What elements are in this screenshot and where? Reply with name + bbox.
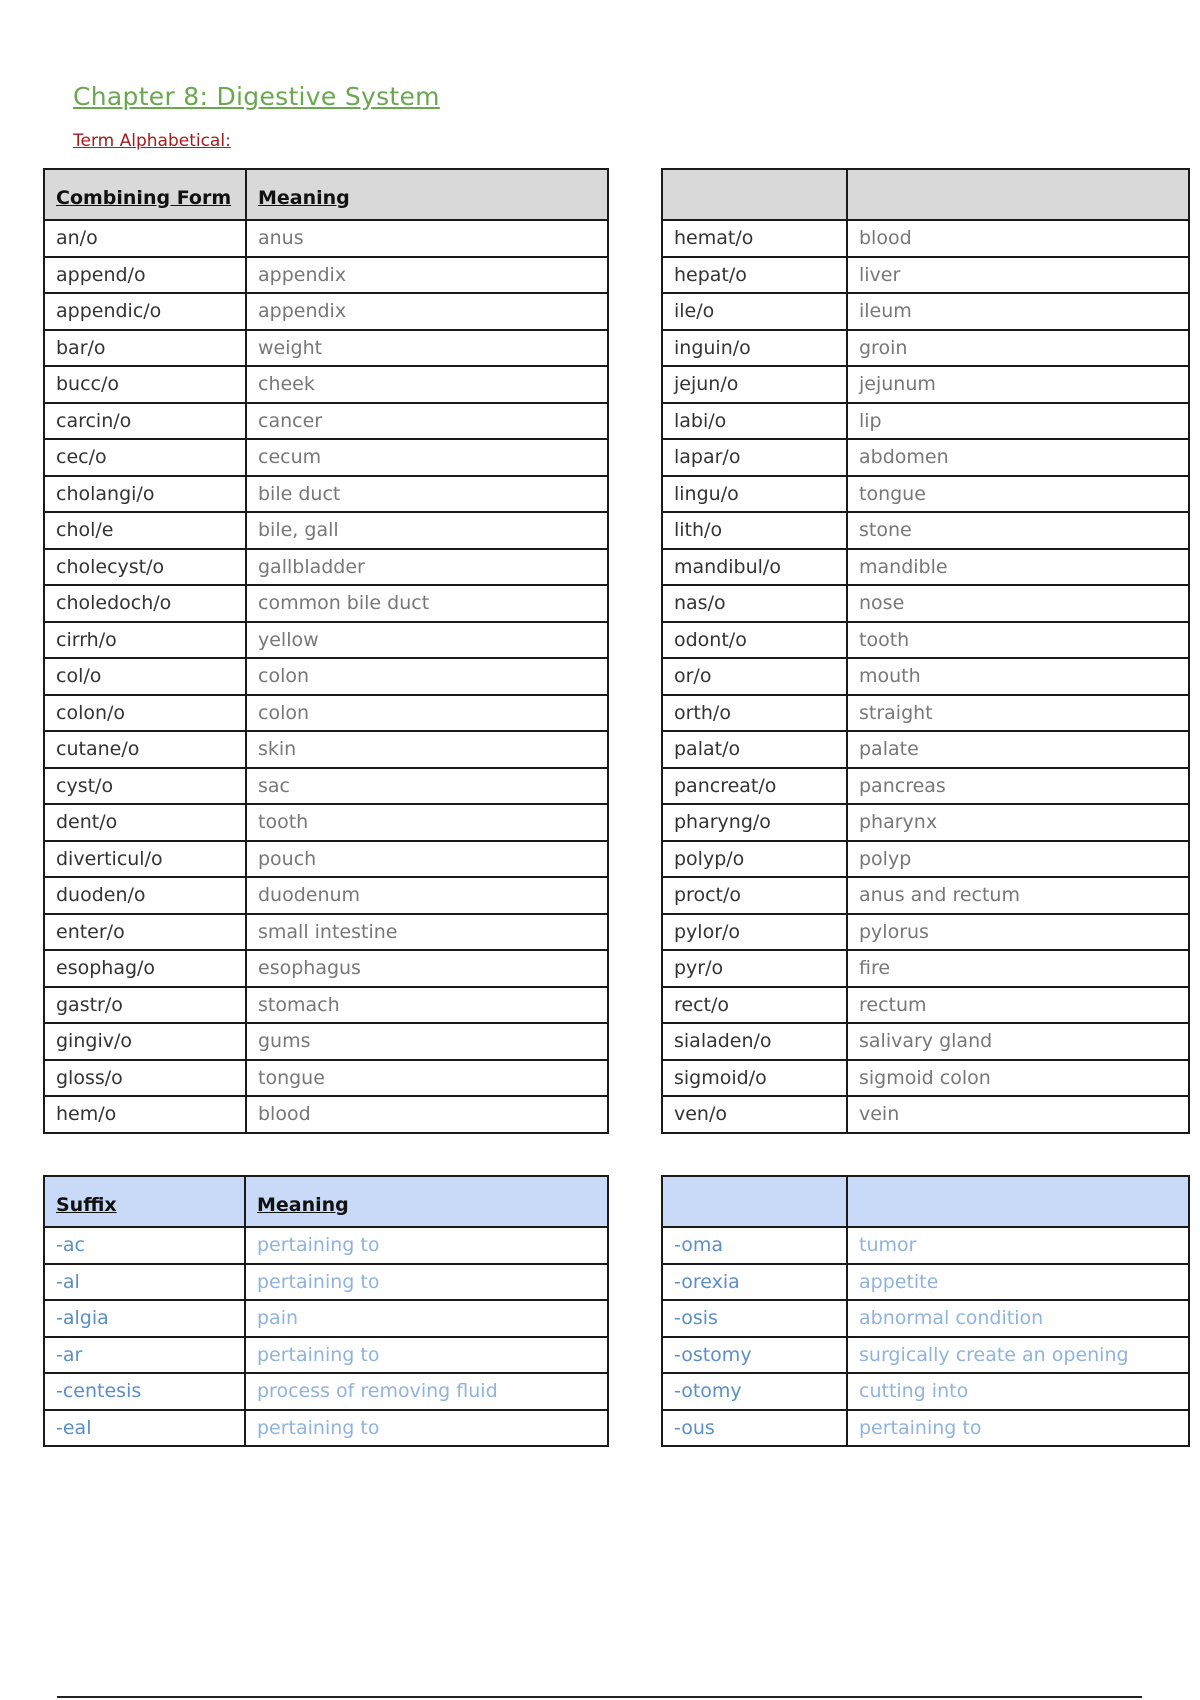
term-cell: inguin/o (662, 330, 847, 367)
term-cell: nas/o (662, 585, 847, 622)
header-meaning-empty (847, 169, 1189, 220)
table-row (662, 1227, 1189, 1264)
table-row (662, 622, 1189, 659)
term-cell: cyst/o (44, 768, 246, 805)
meaning-cell: palate (847, 731, 1189, 768)
section-subtitle: Term Alphabetical: (73, 131, 231, 151)
term-cell: pharyng/o (662, 804, 847, 841)
header-meaning-empty (847, 1176, 1189, 1227)
suffix-table-right (661, 1175, 1190, 1447)
term-cell: gastr/o (44, 987, 246, 1024)
meaning-cell: ileum (847, 293, 1189, 330)
table-row (44, 658, 608, 695)
term-cell: sigmoid/o (662, 1060, 847, 1097)
meaning-cell: abnormal condition (847, 1300, 1189, 1337)
meaning-cell: colon (246, 658, 608, 695)
header-meaning: Meaning (246, 169, 608, 220)
meaning-cell: bile duct (246, 476, 608, 513)
table-row (44, 293, 608, 330)
table-row (44, 1373, 608, 1410)
meaning-cell: weight (246, 330, 608, 367)
table-row (44, 1060, 608, 1097)
meaning-cell: cecum (246, 439, 608, 476)
meaning-cell: anus and rectum (847, 877, 1189, 914)
combining-forms-table-right (661, 168, 1190, 1134)
meaning-cell: groin (847, 330, 1189, 367)
meaning-cell: stone (847, 512, 1189, 549)
table-row (662, 1264, 1189, 1301)
meaning-cell: liver (847, 257, 1189, 294)
header-suffix: Suffix (44, 1176, 245, 1227)
table-header-row (44, 1176, 608, 1227)
table-row (44, 804, 608, 841)
meaning-cell: anus (246, 220, 608, 257)
meaning-cell: mandible (847, 549, 1189, 586)
table-header-row (44, 169, 608, 220)
term-cell: lapar/o (662, 439, 847, 476)
table-row (662, 658, 1189, 695)
table-row (662, 512, 1189, 549)
term-cell: colon/o (44, 695, 246, 732)
term-cell: rect/o (662, 987, 847, 1024)
term-cell: enter/o (44, 914, 246, 951)
term-cell: cec/o (44, 439, 246, 476)
table-row (44, 476, 608, 513)
meaning-cell: cheek (246, 366, 608, 403)
table-row (44, 220, 608, 257)
table-row (662, 403, 1189, 440)
meaning-cell: yellow (246, 622, 608, 659)
meaning-cell: vein (847, 1096, 1189, 1133)
meaning-cell: tooth (246, 804, 608, 841)
term-cell: hemat/o (662, 220, 847, 257)
combining-forms-table-left (43, 168, 609, 1134)
table-row (44, 512, 608, 549)
meaning-cell: sac (246, 768, 608, 805)
table-row (44, 366, 608, 403)
meaning-cell: gallbladder (246, 549, 608, 586)
table-header-row (662, 1176, 1189, 1227)
term-cell: choledoch/o (44, 585, 246, 622)
term-cell: chol/e (44, 512, 246, 549)
meaning-cell: straight (847, 695, 1189, 732)
meaning-cell: nose (847, 585, 1189, 622)
meaning-cell: process of removing fluid (245, 1373, 608, 1410)
meaning-cell: blood (847, 220, 1189, 257)
table-row (44, 622, 608, 659)
term-cell: esophag/o (44, 950, 246, 987)
meaning-cell: tongue (847, 476, 1189, 513)
table-row (44, 950, 608, 987)
meaning-cell: small intestine (246, 914, 608, 951)
term-cell: ile/o (662, 293, 847, 330)
term-cell: pylor/o (662, 914, 847, 951)
meaning-cell: surgically create an opening (847, 1337, 1189, 1374)
table-row (44, 1337, 608, 1374)
meaning-cell: colon (246, 695, 608, 732)
meaning-cell: pain (245, 1300, 608, 1337)
term-cell: -algia (44, 1300, 245, 1337)
term-cell: -oma (662, 1227, 847, 1264)
term-cell: -ostomy (662, 1337, 847, 1374)
term-cell: pancreat/o (662, 768, 847, 805)
header-term: Combining Form (44, 169, 246, 220)
term-cell: bucc/o (44, 366, 246, 403)
meaning-cell: cutting into (847, 1373, 1189, 1410)
meaning-cell: pertaining to (245, 1227, 608, 1264)
table-row (44, 1300, 608, 1337)
meaning-cell: fire (847, 950, 1189, 987)
meaning-cell: tooth (847, 622, 1189, 659)
term-cell: orth/o (662, 695, 847, 732)
term-cell: mandibul/o (662, 549, 847, 586)
table-row (44, 1227, 608, 1264)
table-row (662, 877, 1189, 914)
meaning-cell: pertaining to (245, 1337, 608, 1374)
meaning-cell: pancreas (847, 768, 1189, 805)
meaning-cell: pertaining to (245, 1264, 608, 1301)
term-cell: labi/o (662, 403, 847, 440)
term-cell: cholangi/o (44, 476, 246, 513)
table-row (44, 1096, 608, 1133)
header-term-empty (662, 169, 847, 220)
table-row (662, 293, 1189, 330)
term-cell: carcin/o (44, 403, 246, 440)
table-row (662, 220, 1189, 257)
meaning-cell: pertaining to (245, 1410, 608, 1447)
meaning-cell: bile, gall (246, 512, 608, 549)
meaning-cell: tongue (246, 1060, 608, 1097)
table-row (662, 1023, 1189, 1060)
meaning-cell: lip (847, 403, 1189, 440)
meaning-cell: esophagus (246, 950, 608, 987)
table-row (662, 1300, 1189, 1337)
table-row (44, 877, 608, 914)
term-cell: -ar (44, 1337, 245, 1374)
meaning-cell: blood (246, 1096, 608, 1133)
term-cell: -centesis (44, 1373, 245, 1410)
meaning-cell: skin (246, 731, 608, 768)
meaning-cell: pylorus (847, 914, 1189, 951)
term-cell: lingu/o (662, 476, 847, 513)
term-cell: hem/o (44, 1096, 246, 1133)
term-cell: col/o (44, 658, 246, 695)
meaning-cell: duodenum (246, 877, 608, 914)
term-cell: gloss/o (44, 1060, 246, 1097)
meaning-cell: appendix (246, 257, 608, 294)
term-cell: -osis (662, 1300, 847, 1337)
term-cell: -ous (662, 1410, 847, 1447)
table-row (44, 1264, 608, 1301)
term-cell: -eal (44, 1410, 245, 1447)
meaning-cell: polyp (847, 841, 1189, 878)
suffix-table-left (43, 1175, 609, 1447)
term-cell: -orexia (662, 1264, 847, 1301)
footer-divider (57, 1696, 1142, 1698)
meaning-cell: tumor (847, 1227, 1189, 1264)
table-row (44, 1410, 608, 1447)
meaning-cell: gums (246, 1023, 608, 1060)
term-cell: -ac (44, 1227, 245, 1264)
table-row (44, 1023, 608, 1060)
header-term-empty (662, 1176, 847, 1227)
term-cell: diverticul/o (44, 841, 246, 878)
term-cell: duoden/o (44, 877, 246, 914)
table-row (44, 403, 608, 440)
meaning-cell: mouth (847, 658, 1189, 695)
table-row (44, 549, 608, 586)
table-row (662, 914, 1189, 951)
page-title: Chapter 8: Digestive System (73, 82, 440, 111)
table-row (44, 439, 608, 476)
table-row (662, 1410, 1189, 1447)
term-cell: ven/o (662, 1096, 847, 1133)
table-row (662, 1096, 1189, 1133)
table-row (662, 731, 1189, 768)
table-row (44, 987, 608, 1024)
table-row (662, 585, 1189, 622)
term-cell: pyr/o (662, 950, 847, 987)
meaning-cell: jejunum (847, 366, 1189, 403)
meaning-cell: common bile duct (246, 585, 608, 622)
term-cell: jejun/o (662, 366, 847, 403)
meaning-cell: appendix (246, 293, 608, 330)
term-cell: polyp/o (662, 841, 847, 878)
term-cell: palat/o (662, 731, 847, 768)
term-cell: -al (44, 1264, 245, 1301)
table-row (44, 731, 608, 768)
table-row (44, 330, 608, 367)
table-header-row (662, 169, 1189, 220)
term-cell: hepat/o (662, 257, 847, 294)
meaning-cell: salivary gland (847, 1023, 1189, 1060)
term-cell: cutane/o (44, 731, 246, 768)
table-row (662, 257, 1189, 294)
meaning-cell: sigmoid colon (847, 1060, 1189, 1097)
table-row (662, 841, 1189, 878)
table-row (44, 257, 608, 294)
term-cell: odont/o (662, 622, 847, 659)
meaning-cell: appetite (847, 1264, 1189, 1301)
meaning-cell: pharynx (847, 804, 1189, 841)
table-row (44, 914, 608, 951)
term-cell: gingiv/o (44, 1023, 246, 1060)
table-row (662, 1060, 1189, 1097)
table-row (662, 1337, 1189, 1374)
table-row (44, 585, 608, 622)
table-row (662, 476, 1189, 513)
table-row (662, 768, 1189, 805)
table-row (662, 330, 1189, 367)
table-row (662, 950, 1189, 987)
meaning-cell: rectum (847, 987, 1189, 1024)
term-cell: or/o (662, 658, 847, 695)
term-cell: bar/o (44, 330, 246, 367)
meaning-cell: cancer (246, 403, 608, 440)
table-row (662, 804, 1189, 841)
term-cell: lith/o (662, 512, 847, 549)
term-cell: cholecyst/o (44, 549, 246, 586)
term-cell: proct/o (662, 877, 847, 914)
term-cell: -otomy (662, 1373, 847, 1410)
term-cell: sialaden/o (662, 1023, 847, 1060)
term-cell: dent/o (44, 804, 246, 841)
table-row (662, 1373, 1189, 1410)
term-cell: append/o (44, 257, 246, 294)
table-row (44, 768, 608, 805)
table-row (662, 695, 1189, 732)
table-row (44, 695, 608, 732)
table-row (662, 366, 1189, 403)
table-row (44, 841, 608, 878)
table-row (662, 439, 1189, 476)
term-cell: an/o (44, 220, 246, 257)
meaning-cell: pouch (246, 841, 608, 878)
meaning-cell: abdomen (847, 439, 1189, 476)
table-row (662, 987, 1189, 1024)
meaning-cell: stomach (246, 987, 608, 1024)
meaning-cell: pertaining to (847, 1410, 1189, 1447)
header-meaning: Meaning (245, 1176, 608, 1227)
table-row (662, 549, 1189, 586)
term-cell: appendic/o (44, 293, 246, 330)
term-cell: cirrh/o (44, 622, 246, 659)
